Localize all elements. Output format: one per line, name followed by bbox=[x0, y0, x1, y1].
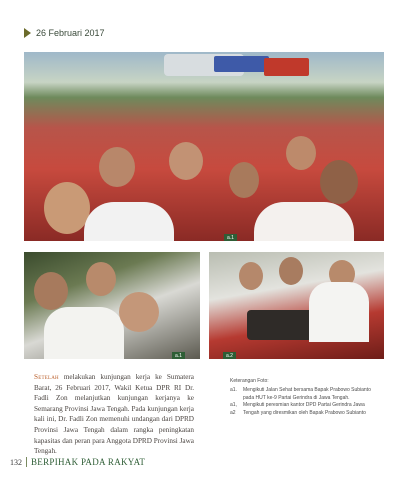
face bbox=[239, 262, 263, 290]
note-item bbox=[230, 402, 380, 417]
note-item bbox=[230, 387, 380, 402]
banner-blue bbox=[214, 56, 269, 72]
inscription-plaque bbox=[247, 310, 317, 340]
photo-label: a.1 bbox=[224, 234, 237, 241]
banner-red bbox=[264, 58, 309, 76]
date-header bbox=[24, 28, 105, 38]
white-shirt bbox=[84, 202, 174, 241]
face bbox=[286, 136, 316, 170]
photo-label: a.1 bbox=[172, 352, 185, 359]
face bbox=[279, 257, 303, 285]
date-label: 26 Februari 2017 bbox=[36, 28, 105, 38]
notes-title: Keterangan Foto: bbox=[230, 378, 269, 384]
white-shirt bbox=[309, 282, 369, 342]
footer-divider bbox=[26, 457, 27, 467]
face bbox=[229, 162, 259, 198]
triangle-bullet-icon bbox=[24, 28, 31, 38]
hand bbox=[119, 292, 159, 332]
face bbox=[99, 147, 135, 187]
note-key: a1. bbox=[230, 387, 237, 394]
face bbox=[169, 142, 203, 180]
page-number: 132 bbox=[10, 457, 22, 467]
face bbox=[86, 262, 116, 296]
page-footer bbox=[10, 457, 145, 467]
note-text: Mengikuti Jalan Sehat bersama Bapak Prabowo Subianto pada HUT ke-9 Partai Gerindra di Jawa Tengah. bbox=[243, 387, 371, 401]
face bbox=[34, 272, 68, 310]
photo-notes bbox=[230, 378, 380, 417]
photo-label: a.2 bbox=[223, 352, 236, 359]
footer-brand: BERPIHAK PADA RAKYAT bbox=[31, 457, 146, 467]
face bbox=[320, 160, 358, 204]
event-photo-right bbox=[209, 252, 384, 359]
crowd-photo bbox=[24, 52, 384, 241]
white-shirt bbox=[254, 202, 354, 241]
caption-body: melakukan kunjungan kerja ke Sumatera Barat, 26 Februari 2017, Wakil Ketua DPR RI Dr. Fadli Zon melanjutkan kunjungan kerjanya ke Semarang Provinsi Jawa Tengah. Pada kunjungan kerja kali ini, Dr. Fadli Zon memenuhi undangan dari DPRD Provinsi Jawa Tengah dalam rangka peningkatan kapasitas dan peran para Anggota DPRD Provinsi Jawa Tengah. bbox=[34, 373, 194, 456]
white-shirt bbox=[44, 307, 124, 359]
note-text: Mengikuti peresmian kantor DPD Partai Gerindra Jawa Tengah yang diresmikan oleh Bapak Prabowo Subianto bbox=[243, 402, 366, 416]
caption-paragraph bbox=[34, 372, 194, 457]
caption-lead: Setelah bbox=[34, 373, 59, 381]
event-photo-left bbox=[24, 252, 200, 359]
note-key: a1, a2 bbox=[230, 402, 237, 416]
face bbox=[44, 182, 90, 234]
